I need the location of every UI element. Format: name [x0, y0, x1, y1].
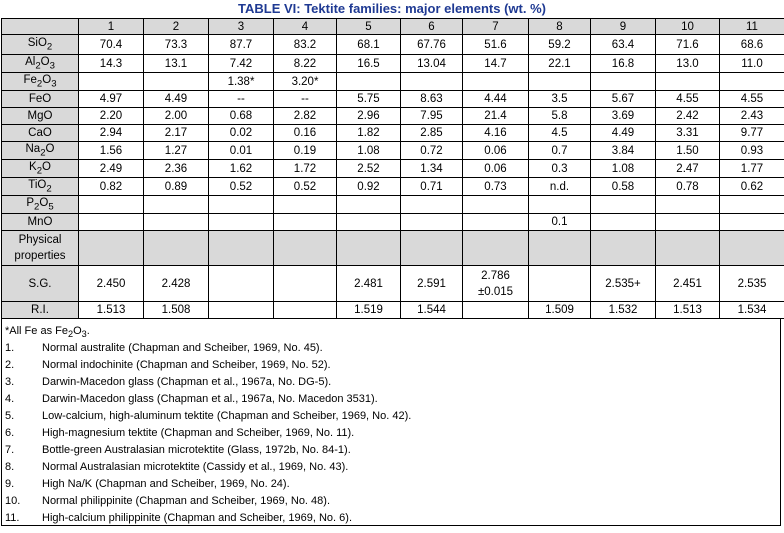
- value-cell: 0.1: [529, 214, 591, 231]
- value-cell: 68.6: [720, 35, 784, 55]
- note-item: [5, 340, 780, 357]
- empty-cell: [463, 231, 529, 266]
- value-cell: 1.08: [591, 160, 656, 178]
- note-number: 2.: [5, 359, 15, 371]
- table-row: [2, 196, 784, 214]
- value-cell: [720, 73, 784, 91]
- table-title: TABLE VI: Tektite families: major elements (wt. %): [238, 1, 546, 16]
- table-row: [2, 91, 784, 108]
- value-cell: 2.96: [337, 108, 401, 125]
- value-cell: 1.72: [274, 160, 337, 178]
- oxide-label: [2, 108, 79, 125]
- note-number: 5.: [5, 410, 15, 422]
- oxide-base: FeO: [28, 93, 52, 105]
- value-cell: 4.55: [720, 91, 784, 108]
- oxide-subscript: 2: [36, 78, 43, 90]
- value-cell: 0.19: [274, 142, 337, 160]
- note-item: [5, 442, 780, 459]
- value-cell: [337, 73, 401, 91]
- value-cell: 2.36: [144, 160, 209, 178]
- oxide-label: [2, 35, 79, 55]
- value-cell: 1.508: [144, 302, 209, 319]
- footnote-subscript: 2: [67, 329, 74, 340]
- value-cell: 0.3: [529, 160, 591, 178]
- value-cell: [591, 73, 656, 91]
- oxide-base: Fe: [23, 73, 37, 86]
- elements-table: [1, 18, 784, 319]
- oxide-base: Na: [25, 142, 41, 155]
- note-item: [5, 408, 780, 425]
- value-cell: 1.513: [656, 302, 720, 319]
- note-text: Low-calcium, high-aluminum tektite (Chapman and Scheiber, 1969, No. 42).: [42, 410, 412, 422]
- value-cell: 14.3: [79, 55, 144, 73]
- value-cell: 2.535+: [591, 266, 656, 302]
- oxide-suffix: O: [42, 73, 52, 86]
- value-cell: 1.56: [79, 142, 144, 160]
- note-text: Normal Australasian microtektite (Cassidy et al., 1969, No. 43).: [42, 461, 349, 473]
- value-cell: 71.6: [656, 35, 720, 55]
- column-header: 2: [144, 19, 209, 35]
- value-cell: 0.68: [209, 108, 274, 125]
- table-row: [2, 178, 784, 196]
- note-item: [5, 391, 780, 408]
- table-row: [2, 160, 784, 178]
- footnotes: [1, 319, 781, 526]
- value-cell: 1.62: [209, 160, 274, 178]
- value-cell: 3.84: [591, 142, 656, 160]
- value-cell: n.d.: [529, 178, 591, 196]
- note-item: [5, 476, 780, 493]
- oxide-label: [2, 91, 79, 108]
- value-cell: 2.17: [144, 125, 209, 142]
- value-cell: 1.532: [591, 302, 656, 319]
- oxide-label: [2, 73, 79, 91]
- note-number: 3.: [5, 376, 15, 388]
- value-cell: 70.4: [79, 35, 144, 55]
- value-cell: --: [209, 91, 274, 108]
- value-cell: 4.5: [529, 125, 591, 142]
- value-cell: 2.47: [656, 160, 720, 178]
- value-cell: [656, 214, 720, 231]
- value-cell: 73.3: [144, 35, 209, 55]
- oxide-base: MgO: [27, 110, 53, 122]
- value-cell: 0.73: [463, 178, 529, 196]
- oxide-subscript: 2: [34, 201, 40, 213]
- value-cell: 59.2: [529, 35, 591, 55]
- value-cell: 0.16: [274, 125, 337, 142]
- value-cell: [401, 196, 463, 214]
- value-cell: 2.43: [720, 108, 784, 125]
- value-cell: 1.544: [401, 302, 463, 319]
- table-row: [2, 108, 784, 125]
- physical-properties-label: Physical properties: [2, 231, 79, 266]
- value-cell: 2.591: [401, 266, 463, 302]
- header-row: [2, 19, 784, 35]
- value-cell: 2.481: [337, 266, 401, 302]
- value-cell: 83.2: [274, 35, 337, 55]
- note-number: 1.: [5, 342, 15, 354]
- value-cell: 3.31: [656, 125, 720, 142]
- value-cell: 13.04: [401, 55, 463, 73]
- value-cell: 0.52: [274, 178, 337, 196]
- column-header: 7: [463, 19, 529, 35]
- value-cell: 0.71: [401, 178, 463, 196]
- oxide-subscript: 2: [40, 147, 46, 159]
- empty-cell: [79, 231, 144, 266]
- value-cell: [274, 196, 337, 214]
- oxide-label: [2, 178, 79, 196]
- column-header: 4: [274, 19, 337, 35]
- value-cell: 1.519: [337, 302, 401, 319]
- oxide-subscript: 2: [46, 183, 52, 195]
- oxide-subscript: 2: [36, 165, 43, 177]
- column-header: 9: [591, 19, 656, 35]
- value-cell: [401, 73, 463, 91]
- oxide-base: K: [29, 160, 37, 173]
- table-row: [2, 125, 784, 142]
- column-header: 6: [401, 19, 463, 35]
- value-cell: 14.7: [463, 55, 529, 73]
- value-cell: 5.8: [529, 108, 591, 125]
- value-cell: 5.67: [591, 91, 656, 108]
- oxide-subscript: 2: [46, 41, 53, 53]
- oxide-label: [2, 196, 79, 214]
- oxide-label: [2, 125, 79, 142]
- value-cell: 2.428: [144, 266, 209, 302]
- value-cell: [144, 73, 209, 91]
- table-row: [2, 73, 784, 91]
- empty-cell: [209, 231, 274, 266]
- column-header: 8: [529, 19, 591, 35]
- value-cell: [463, 73, 529, 91]
- value-cell: 0.58: [591, 178, 656, 196]
- empty-cell: [337, 231, 401, 266]
- value-cell: [720, 214, 784, 231]
- oxide-label: [2, 142, 79, 160]
- oxide-subscript: 5: [48, 201, 54, 213]
- value-cell: 7.42: [209, 55, 274, 73]
- value-cell: 2.786 ±0.015: [463, 266, 529, 302]
- value-cell: 51.6: [463, 35, 529, 55]
- value-cell: [463, 302, 529, 319]
- value-cell: 4.16: [463, 125, 529, 142]
- value-cell: 0.06: [463, 160, 529, 178]
- empty-cell: [274, 231, 337, 266]
- value-cell: 87.7: [209, 35, 274, 55]
- note-text: Normal indochinite (Chapman and Scheiber, 1969, No. 52).: [42, 359, 331, 371]
- value-cell: [656, 73, 720, 91]
- oxide-base: SiO: [27, 36, 47, 49]
- value-cell: [79, 73, 144, 91]
- ri-row: [2, 302, 784, 319]
- oxide-base: TiO: [28, 178, 47, 191]
- value-cell: [591, 214, 656, 231]
- oxide-label: [2, 55, 79, 73]
- value-cell: 0.01: [209, 142, 274, 160]
- value-cell: 13.1: [144, 55, 209, 73]
- value-cell: [529, 73, 591, 91]
- value-cell: [274, 302, 337, 319]
- value-cell: [656, 196, 720, 214]
- empty-cell: [591, 231, 656, 266]
- note-text: Darwin-Macedon glass (Chapman et al., 1967a, No. Macedon 3531).: [42, 393, 378, 405]
- table-row: [2, 214, 784, 231]
- value-cell: 4.97: [79, 91, 144, 108]
- column-header: 1: [79, 19, 144, 35]
- ri-label: R.I.: [2, 302, 79, 319]
- note-text: Darwin-Macedon glass (Chapman et al., 1967a, No. DG-5).: [42, 376, 332, 388]
- note-number: 11.: [5, 512, 20, 524]
- value-cell: 1.534: [720, 302, 784, 319]
- value-cell: 2.42: [656, 108, 720, 125]
- value-cell: [591, 196, 656, 214]
- value-cell: [209, 196, 274, 214]
- note-text: Normal philippinite (Chapman and Scheiber, 1969, No. 48).: [42, 495, 330, 507]
- value-cell: 2.82: [274, 108, 337, 125]
- value-cell: [463, 214, 529, 231]
- footnote-text: .: [86, 325, 90, 337]
- oxide-base: CaO: [28, 127, 52, 139]
- value-cell: 68.1: [337, 35, 401, 55]
- empty-cell: [401, 231, 463, 266]
- value-cell: 5.75: [337, 91, 401, 108]
- value-cell: 4.49: [144, 91, 209, 108]
- value-cell: [720, 196, 784, 214]
- oxide-subscript: 3: [49, 60, 55, 72]
- value-cell: 4.55: [656, 91, 720, 108]
- value-cell: 16.5: [337, 55, 401, 73]
- empty-cell: [529, 231, 591, 266]
- value-cell: 1.82: [337, 125, 401, 142]
- note-item: [5, 374, 780, 391]
- value-cell: 0.7: [529, 142, 591, 160]
- value-cell: 16.8: [591, 55, 656, 73]
- table-row: [2, 142, 784, 160]
- value-cell: 2.450: [79, 266, 144, 302]
- oxide-suffix: O: [39, 196, 49, 209]
- value-cell: 4.44: [463, 91, 529, 108]
- value-cell: 1.509: [529, 302, 591, 319]
- note-text: High-magnesium tektite (Chapman and Scheiber, 1969, No. 11).: [42, 427, 355, 439]
- value-cell: [463, 196, 529, 214]
- value-cell: 1.08: [337, 142, 401, 160]
- column-header: 10: [656, 19, 720, 35]
- value-cell: 1.513: [79, 302, 144, 319]
- value-cell: [79, 196, 144, 214]
- note-number: 6.: [5, 427, 15, 439]
- value-cell: 2.85: [401, 125, 463, 142]
- empty-cell: [720, 231, 784, 266]
- note-item: [5, 510, 780, 527]
- column-header: 11: [720, 19, 784, 35]
- value-cell: [337, 196, 401, 214]
- value-cell: 0.02: [209, 125, 274, 142]
- value-cell: 0.52: [209, 178, 274, 196]
- value-cell: 21.4: [463, 108, 529, 125]
- note-number: 8.: [5, 461, 15, 473]
- value-cell: 7.95: [401, 108, 463, 125]
- note-text: Bottle-green Australasian microtektite (Glass, 1972b, No. 84-1).: [42, 444, 351, 456]
- value-cell: 3.20*: [274, 73, 337, 91]
- oxide-suffix: O: [45, 142, 55, 155]
- column-header: 5: [337, 19, 401, 35]
- note-item: [5, 357, 780, 374]
- note-item: [5, 459, 780, 476]
- oxide-base: Al: [25, 55, 36, 68]
- value-cell: 2.52: [337, 160, 401, 178]
- footnote-subscript: 3: [81, 329, 87, 340]
- value-cell: 2.94: [79, 125, 144, 142]
- value-cell: 0.62: [720, 178, 784, 196]
- oxide-subscript: 3: [51, 78, 57, 90]
- note-number: 7.: [5, 444, 15, 456]
- value-cell: 1.38*: [209, 73, 274, 91]
- value-cell: [337, 214, 401, 231]
- sg-row: [2, 266, 784, 302]
- value-cell: 2.20: [79, 108, 144, 125]
- value-cell: 3.69: [591, 108, 656, 125]
- note-item: [5, 425, 780, 442]
- value-cell: 22.1: [529, 55, 591, 73]
- note-text: High Na/K (Chapman and Scheiber, 1969, No. 24).: [42, 478, 290, 490]
- footnote-star: [5, 323, 780, 340]
- value-cell: 0.06: [463, 142, 529, 160]
- header-corner-cell: [2, 19, 79, 35]
- value-cell: [529, 196, 591, 214]
- value-cell: [144, 214, 209, 231]
- oxide-base: P: [26, 196, 35, 209]
- value-cell: 0.82: [79, 178, 144, 196]
- table-row: [2, 55, 784, 73]
- oxide-label: [2, 160, 79, 178]
- value-cell: 11.0: [720, 55, 784, 73]
- value-cell: 2.49: [79, 160, 144, 178]
- value-cell: [209, 214, 274, 231]
- note-number: 4.: [5, 393, 15, 405]
- value-cell: 0.92: [337, 178, 401, 196]
- note-number: 10.: [5, 495, 21, 507]
- column-header: 3: [209, 19, 274, 35]
- value-cell: 0.78: [656, 178, 720, 196]
- value-cell: 2.451: [656, 266, 720, 302]
- value-cell: 1.27: [144, 142, 209, 160]
- value-cell: 9.77: [720, 125, 784, 142]
- value-cell: 4.49: [591, 125, 656, 142]
- footnote-text: *All Fe as Fe: [5, 325, 68, 337]
- value-cell: 1.34: [401, 160, 463, 178]
- oxide-suffix: O: [42, 160, 51, 173]
- oxide-label: [2, 214, 79, 231]
- value-cell: 1.50: [656, 142, 720, 160]
- empty-cell: [656, 231, 720, 266]
- value-cell: 0.89: [144, 178, 209, 196]
- note-text: Normal australite (Chapman and Scheiber, 1969, No. 45).: [42, 342, 323, 354]
- value-cell: [401, 214, 463, 231]
- value-cell: 2.535: [720, 266, 784, 302]
- value-cell: 8.63: [401, 91, 463, 108]
- value-cell: 3.5: [529, 91, 591, 108]
- value-cell: 1.77: [720, 160, 784, 178]
- table-row: [2, 35, 784, 55]
- value-cell: [79, 214, 144, 231]
- sg-label: S.G.: [2, 266, 79, 302]
- value-cell: [144, 196, 209, 214]
- value-cell: 67.76: [401, 35, 463, 55]
- value-cell: 2.00: [144, 108, 209, 125]
- value-cell: [529, 266, 591, 302]
- value-cell: 8.22: [274, 55, 337, 73]
- value-cell: 0.93: [720, 142, 784, 160]
- note-number: 9.: [5, 478, 15, 490]
- value-cell: --: [274, 91, 337, 108]
- value-cell: [274, 266, 337, 302]
- value-cell: 0.72: [401, 142, 463, 160]
- value-cell: [209, 302, 274, 319]
- note-item: [5, 493, 780, 510]
- oxide-subscript: 2: [35, 60, 41, 72]
- empty-cell: [144, 231, 209, 266]
- footnote-text: O: [73, 325, 82, 337]
- value-cell: [209, 266, 274, 302]
- oxide-base: MnO: [27, 216, 53, 228]
- value-cell: [274, 214, 337, 231]
- value-cell: 13.0: [656, 55, 720, 73]
- value-cell: 63.4: [591, 35, 656, 55]
- note-text: High-calcium philippinite (Chapman and Scheiber, 1969, No. 6).: [42, 512, 353, 524]
- oxide-suffix: O: [40, 55, 50, 68]
- physical-properties-row: [2, 231, 784, 266]
